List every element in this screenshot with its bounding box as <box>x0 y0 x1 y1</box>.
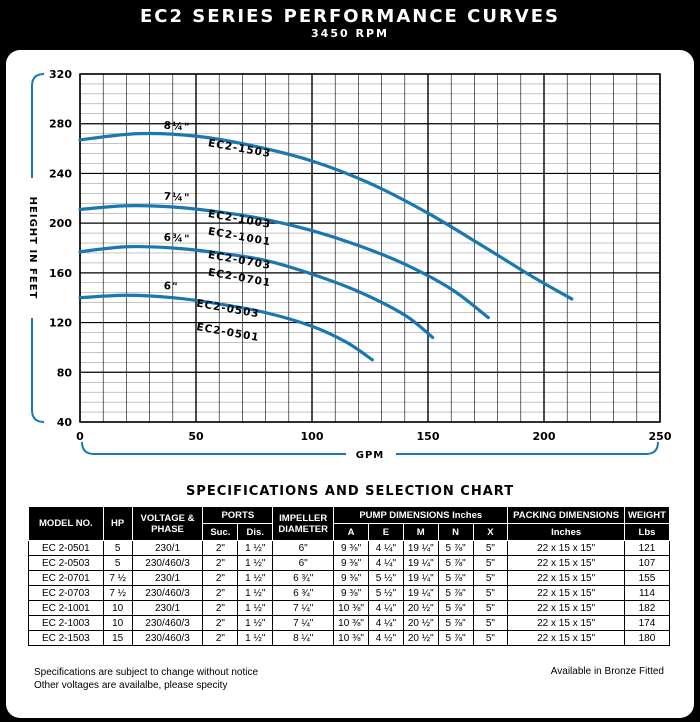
col-dis: Dis. <box>238 524 273 541</box>
table-cell: 107 <box>624 556 669 571</box>
table-cell: 2" <box>203 541 238 556</box>
table-cell: 174 <box>624 616 669 631</box>
y-tick-label: 120 <box>49 316 72 330</box>
footnote-voltages: Other voltages are availalbe, please specity <box>34 680 228 691</box>
curve-label: EC2-1001 <box>207 225 272 249</box>
table-cell: 2" <box>203 586 238 601</box>
curve-label: EC2-1503 <box>207 137 272 161</box>
table-cell: 230/1 <box>132 541 203 556</box>
table-cell: EC 2-1001 <box>29 601 104 616</box>
table-cell: 10 ⅜" <box>334 601 369 616</box>
page-subtitle: 3450 RPM <box>311 27 389 40</box>
x-tick-label: 50 <box>188 430 204 443</box>
table-cell: 2" <box>203 556 238 571</box>
table-cell: 5 ⅞" <box>438 541 473 556</box>
table-cell: 22 x 15 x 15" <box>508 631 625 646</box>
col-hp: HP <box>103 507 132 541</box>
col-weight: WEIGHT <box>624 507 669 524</box>
table-row <box>29 541 670 556</box>
table-cell: 2" <box>203 616 238 631</box>
table-cell: 1 ½" <box>238 571 273 586</box>
col-e: E <box>369 524 404 541</box>
table-cell: 22 x 15 x 15" <box>508 616 625 631</box>
table-cell: 10 <box>103 616 132 631</box>
table-cell: 10 ⅜" <box>334 616 369 631</box>
table-cell: 22 x 15 x 15" <box>508 586 625 601</box>
table-cell: 1 ½" <box>238 556 273 571</box>
col-pump-dims: PUMP DIMENSIONS Inches <box>334 507 508 524</box>
table-cell: 4 ¼" <box>369 616 404 631</box>
table-row <box>29 571 670 586</box>
spec-chart-title: SPECIFICATIONS AND SELECTION CHART <box>185 484 515 499</box>
table-cell: 5 ⅞" <box>438 631 473 646</box>
table-cell: 7 ¼" <box>273 601 334 616</box>
table-cell: 5 ⅞" <box>438 571 473 586</box>
table-cell: 155 <box>624 571 669 586</box>
table-cell: 5" <box>473 571 508 586</box>
x-axis-label: GPM <box>355 450 385 461</box>
col-inches: Inches <box>508 524 625 541</box>
table-cell: 5" <box>473 601 508 616</box>
table-row <box>29 601 670 616</box>
table-cell: 7 ½ <box>103 571 132 586</box>
table-cell: 20 ½" <box>403 631 438 646</box>
table-cell: 10 ⅜" <box>334 631 369 646</box>
footnotes <box>34 666 258 692</box>
performance-chart <box>6 50 694 480</box>
table-cell: 22 x 15 x 15" <box>508 601 625 616</box>
table-cell: 180 <box>624 631 669 646</box>
curve-label: EC2-1003 <box>207 208 272 231</box>
table-cell: 6 ¾" <box>273 571 334 586</box>
table-row <box>29 631 670 646</box>
y-tick-label: 160 <box>49 266 72 280</box>
table-cell: 114 <box>624 586 669 601</box>
table-cell: 22 x 15 x 15" <box>508 571 625 586</box>
footnote-specs: Specifications are subject to change without notice <box>34 667 259 678</box>
table-cell: EC 2-0501 <box>29 541 104 556</box>
table-cell: 230/1 <box>132 571 203 586</box>
table-cell: 4 ¼" <box>369 601 404 616</box>
table-cell: 7 ¼" <box>273 616 334 631</box>
table-cell: 9 ⅜" <box>334 556 369 571</box>
table-cell: 182 <box>624 601 669 616</box>
table-cell: EC 2-0503 <box>29 556 104 571</box>
table-cell: 5 ⅞" <box>438 601 473 616</box>
table-cell: 1 ½" <box>238 601 273 616</box>
table-row <box>29 586 670 601</box>
x-tick-label: 250 <box>648 430 672 443</box>
table-cell: 19 ¼" <box>403 556 438 571</box>
table-cell: 9 ⅜" <box>334 586 369 601</box>
table-cell: EC 2-1503 <box>29 631 104 646</box>
table-cell: 19 ¼" <box>403 571 438 586</box>
curve-label: EC2-0503 <box>195 297 261 321</box>
table-cell: 19 ¼" <box>403 541 438 556</box>
table-cell: 20 ½" <box>403 616 438 631</box>
y-tick-label: 240 <box>49 167 72 181</box>
table-cell: 5 ⅞" <box>438 556 473 571</box>
table-row <box>29 556 670 571</box>
table-cell: EC 2-0703 <box>29 586 104 601</box>
header <box>0 0 700 48</box>
y-axis-label: HEIGHT IN FEET <box>27 196 38 300</box>
y-tick-label: 80 <box>56 366 72 380</box>
table-cell: 5" <box>473 616 508 631</box>
table-cell: 5 <box>103 541 132 556</box>
table-cell: 4 ½" <box>369 631 404 646</box>
table-cell: 5 ⅞" <box>438 586 473 601</box>
col-voltage: VOLTAGE & PHASE <box>132 507 203 541</box>
y-tick-label: 40 <box>56 416 72 429</box>
col-m: M <box>403 524 438 541</box>
spec-table <box>28 506 670 646</box>
y-tick-label: 280 <box>49 117 72 131</box>
spec-table-body <box>29 541 670 646</box>
x-tick-label: 100 <box>300 430 324 443</box>
col-ports: PORTS <box>203 507 273 524</box>
col-n: N <box>438 524 473 541</box>
impeller-label: 6" <box>163 280 179 294</box>
col-suc: Suc. <box>203 524 238 541</box>
curve-label: EC2-0701 <box>207 266 272 290</box>
table-cell: 19 ¼" <box>403 586 438 601</box>
table-cell: 5" <box>473 586 508 601</box>
table-cell: 230/460/3 <box>132 631 203 646</box>
col-impeller: IMPELLER DIAMETER <box>273 507 334 541</box>
col-x: X <box>473 524 508 541</box>
table-cell: 15 <box>103 631 132 646</box>
table-cell: 7 ½ <box>103 586 132 601</box>
col-packing: PACKING DIMENSIONS <box>508 507 625 524</box>
table-cell: 4 ¼" <box>369 541 404 556</box>
page-title: EC2 SERIES PERFORMANCE CURVES <box>139 6 560 27</box>
impeller-label: 6¾" <box>163 231 191 246</box>
impeller-label: 7¼" <box>163 190 191 205</box>
table-cell: 20 ½" <box>403 601 438 616</box>
table-cell: 6" <box>273 541 334 556</box>
table-cell: 230/460/3 <box>132 586 203 601</box>
table-cell: 9 ⅜" <box>334 541 369 556</box>
table-cell: 230/1 <box>132 601 203 616</box>
col-a: A <box>334 524 369 541</box>
table-cell: 5" <box>473 556 508 571</box>
table-cell: 5 ½" <box>369 586 404 601</box>
table-cell: 9 ⅜" <box>334 571 369 586</box>
table-cell: 5 ½" <box>369 571 404 586</box>
table-cell: 2" <box>203 571 238 586</box>
table-cell: 1 ½" <box>238 616 273 631</box>
table-cell: 5" <box>473 631 508 646</box>
table-cell: 6" <box>273 556 334 571</box>
table-cell: 5 ⅞" <box>438 616 473 631</box>
table-cell: 2" <box>203 631 238 646</box>
y-tick-label: 320 <box>49 68 72 81</box>
bronze-note: Available in Bronze Fitted <box>550 666 664 677</box>
table-cell: EC 2-0701 <box>29 571 104 586</box>
table-cell: 1 ½" <box>238 631 273 646</box>
table-cell: 6 ¾" <box>273 586 334 601</box>
x-tick-label: 200 <box>532 430 556 443</box>
content-panel <box>6 50 694 718</box>
table-cell: 2" <box>203 601 238 616</box>
table-cell: 5" <box>473 541 508 556</box>
curve-label: EC2-0501 <box>195 321 261 345</box>
y-tick-label: 200 <box>49 217 72 231</box>
table-row <box>29 616 670 631</box>
col-lbs: Lbs <box>624 524 669 541</box>
table-cell: 121 <box>624 541 669 556</box>
table-cell: 1 ½" <box>238 586 273 601</box>
x-tick-label: 0 <box>76 430 84 443</box>
table-cell: 5 <box>103 556 132 571</box>
table-cell: 22 x 15 x 15" <box>508 556 625 571</box>
col-model: MODEL NO. <box>29 507 104 541</box>
table-cell: 230/460/3 <box>132 616 203 631</box>
table-cell: 230/460/3 <box>132 556 203 571</box>
spec-header-row <box>29 507 670 524</box>
table-cell: EC 2-1003 <box>29 616 104 631</box>
table-cell: 22 x 15 x 15" <box>508 541 625 556</box>
table-cell: 10 <box>103 601 132 616</box>
table-cell: 1 ½" <box>238 541 273 556</box>
x-tick-label: 150 <box>416 430 440 443</box>
table-cell: 4 ¼" <box>369 556 404 571</box>
impeller-label: 8¼" <box>163 119 191 134</box>
table-cell: 8 ¼" <box>273 631 334 646</box>
curve-label: EC2-0703 <box>207 249 272 272</box>
